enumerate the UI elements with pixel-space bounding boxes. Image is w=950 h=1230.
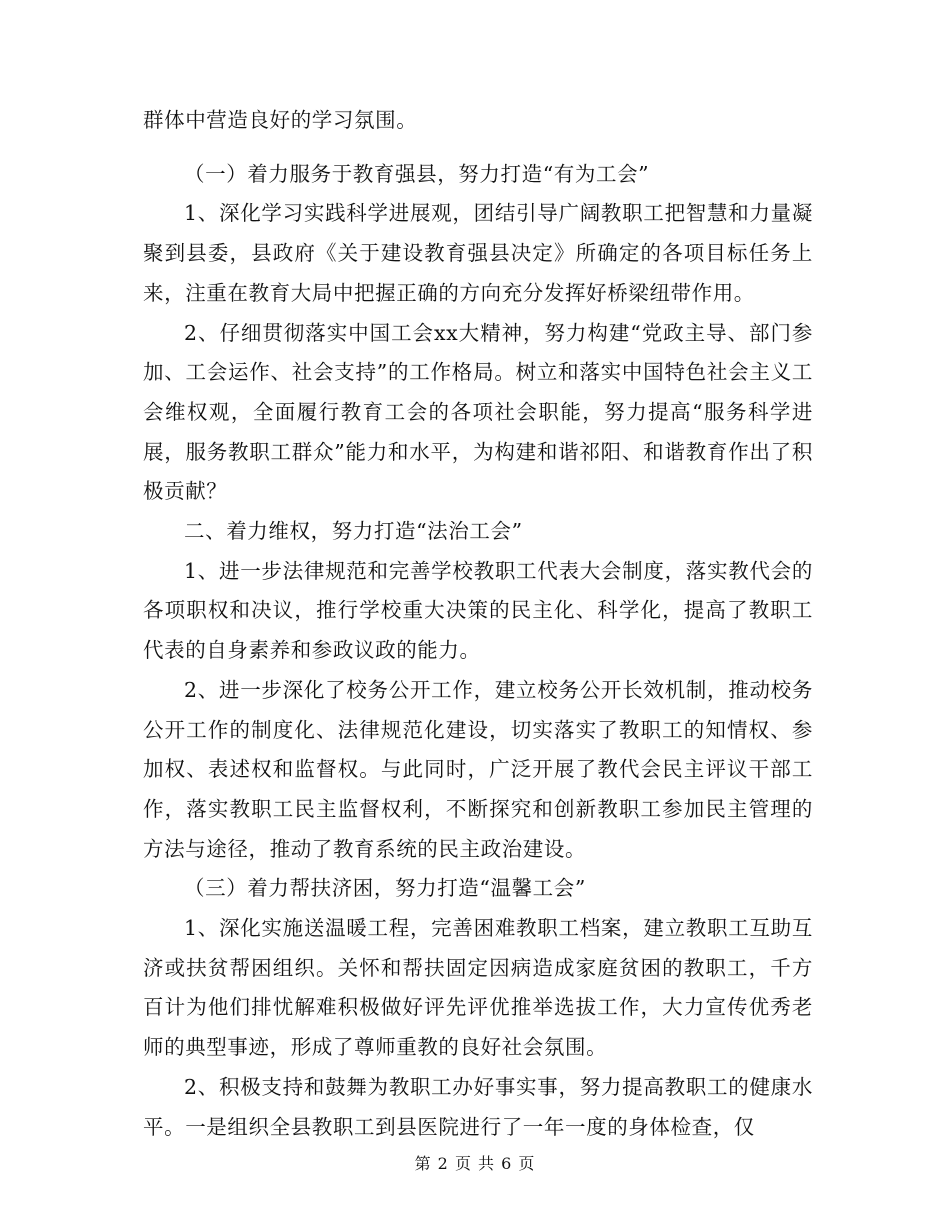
paragraph: （三）着力帮扶济困，努力打造“温馨工会” [184,876,586,901]
document-body [143,101,813,1147]
page-footer: 第 2 页 共 6 页 [414,1154,536,1173]
paragraph: 二、着力维权，努力打造“法治工会” [184,519,523,544]
paragraph: 1、深化实施送温暖工程，完善困难教职工档案，建立教职工互助互济或扶贫帮困组织。关怀和帮扶固定因病造成家庭贫困的教职工，千方百计为他们排忧解难积极做好评先评优推举选拔工作，大力宣传优秀老师的典型事迹，形成了尊师重教的良好社会氛围。 [143,916,813,1060]
paragraph: 2、进一步深化了校务公开工作，建立校务公开长效机制，推动校务公开工作的制度化、法律规范化建设，切实落实了教职工的知情权、参加权、表述权和监督权。与此同时，广泛开展了教代会民主评议干部工作，落实教职工民主监督权利，不断探究和创新教职工参加民主管理的方法与途径，推动了教育系统的民主政治建设。 [143,677,813,861]
paragraph: 2、仔细贯彻落实中国工会xx大精神，努力构建“党政主导、部门参加、工会运作、社会支持”的工作格局。树立和落实中国特色社会主义工会维权观，全面履行教育工会的各项社会职能，努力提高“服务科学进展，服务教职工群众”能力和水平，为构建和谐祁阳、和谐教育作出了积极贡献？ [143,320,813,504]
paragraph: 1、进一步法律规范和完善学校教职工代表大会制度，落实教代会的各项职权和决议，推行学校重大决策的民主化、科学化，提高了教职工代表的自身素养和参政议政的能力。 [143,558,813,663]
paragraph: 2、积极支持和鼓舞为教职工办好事实事，努力提高教职工的健康水平。一是组织全县教职工到县医院进行了一年一度的身体检查，仅 [143,1074,813,1139]
paragraph: （一）着力服务于教育强县，努力打造“有为工会” [184,161,650,186]
paragraph: 群体中营造良好的学习氛围。 [143,108,418,132]
paragraph: 1、深化学习实践科学进展观，团结引导广阔教职工把智慧和力量凝聚到县委，县政府《关于建设教育强县决定》所确定的各项目标任务上来，注重在教育大局中把握正确的方向充分发挥好桥梁纽带作用。 [143,201,813,305]
